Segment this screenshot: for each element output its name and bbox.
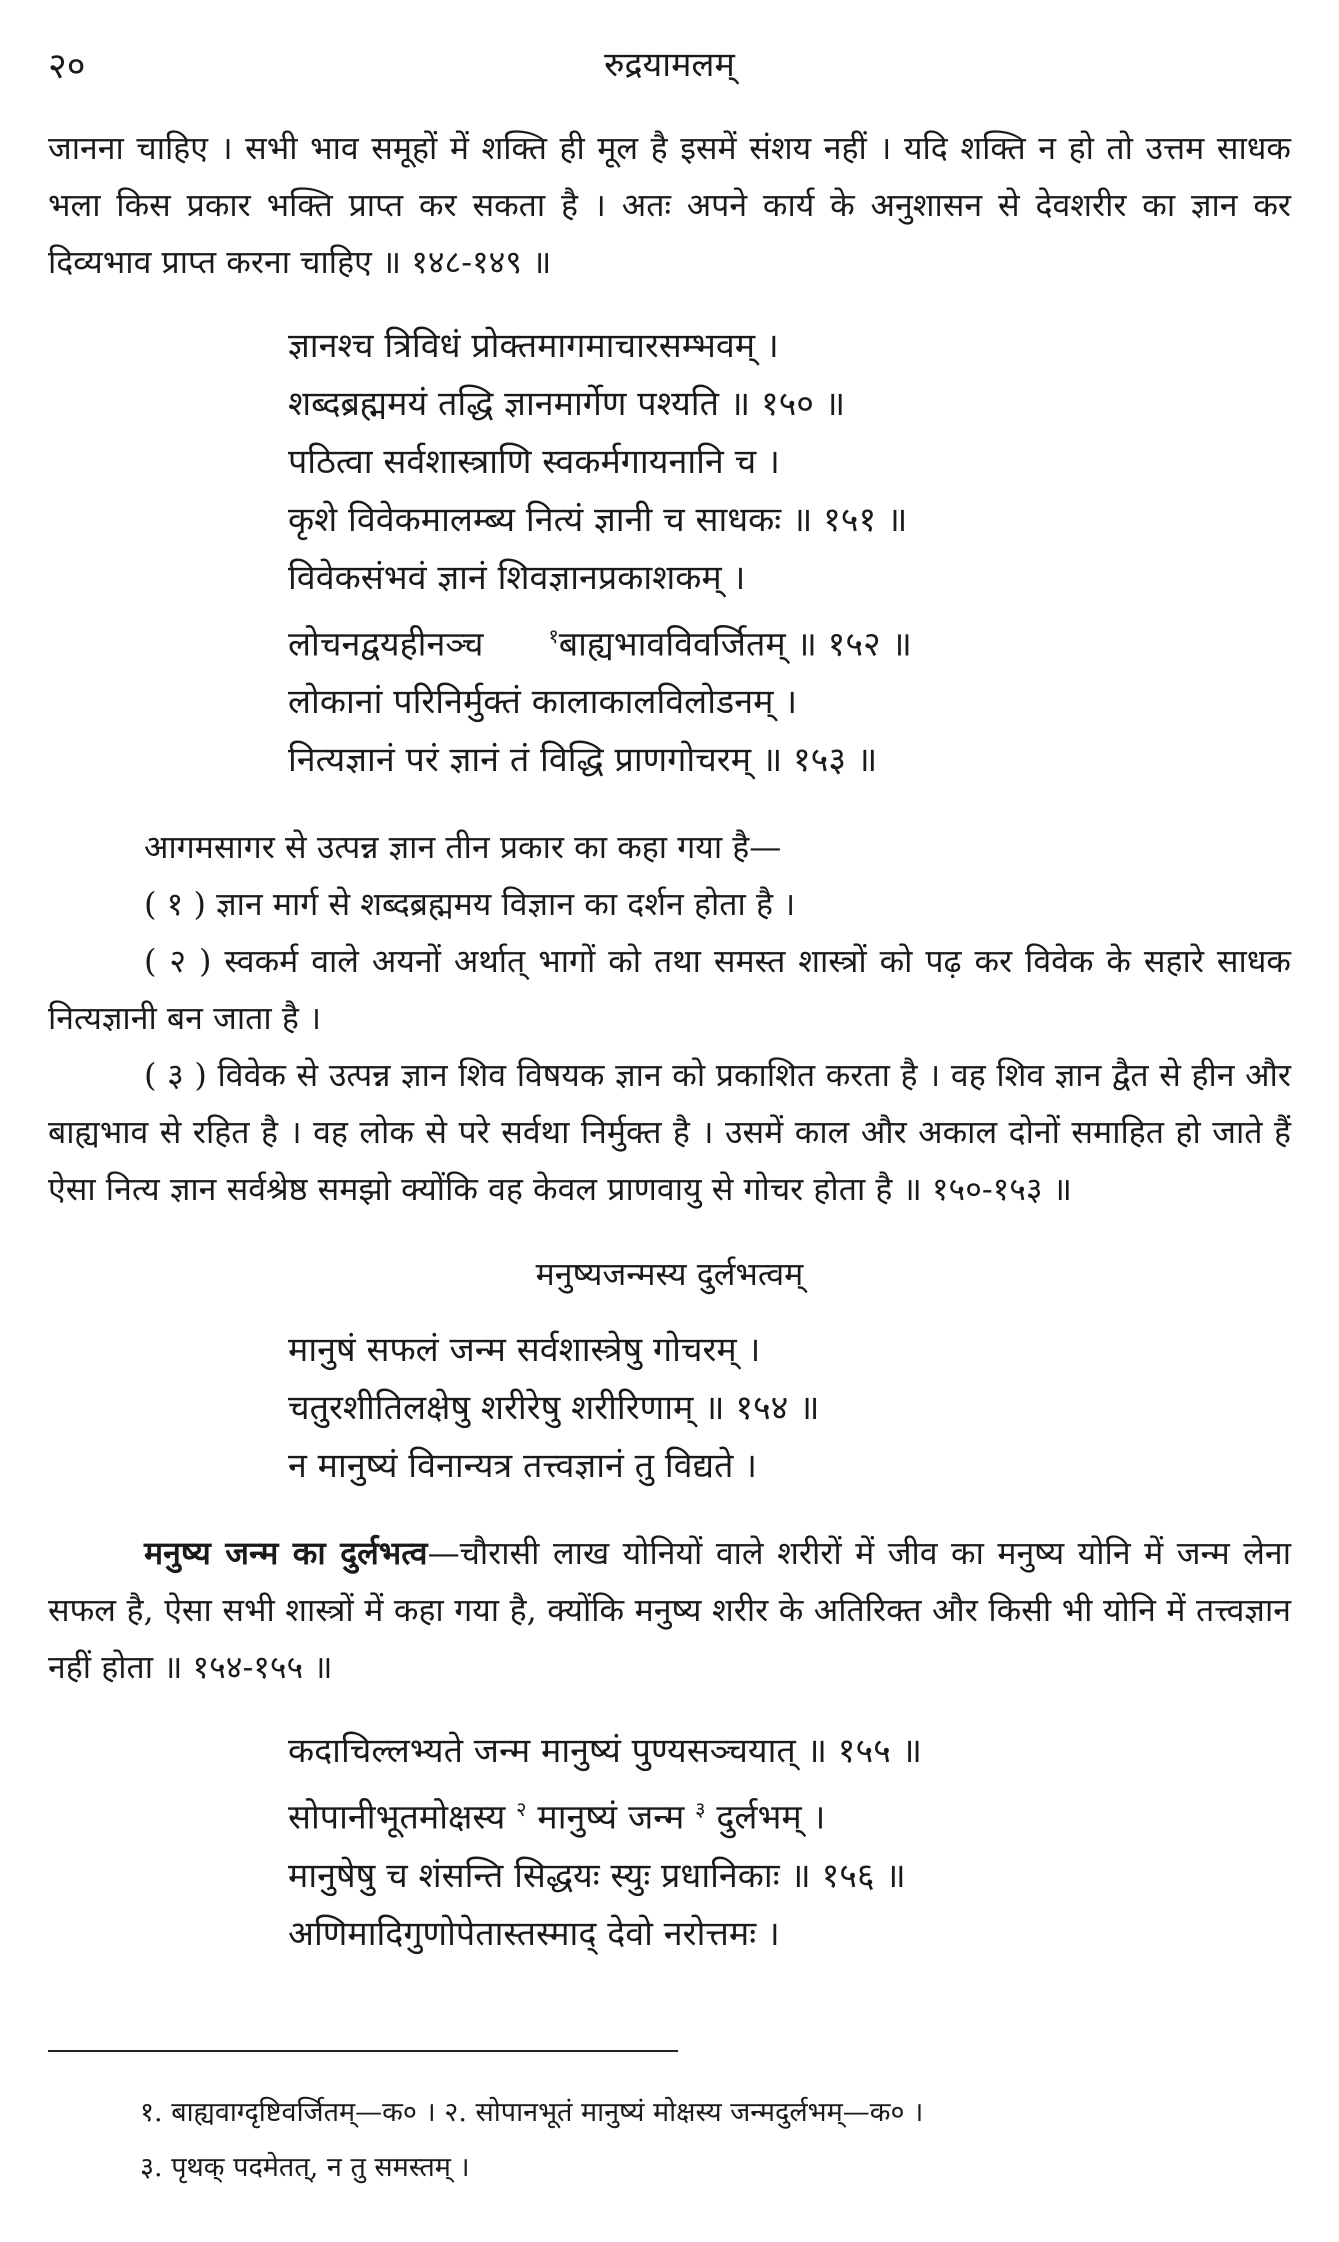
verse-text: लोचनद्वयहीनञ्च xyxy=(288,624,484,665)
verse-line: मानुषेषु च शंसन्ति सिद्धयः स्युः प्रधानिकाः ॥ १५६ ॥ xyxy=(288,1855,906,1896)
footnote-marker: ३ xyxy=(695,1797,706,1822)
verse-text: दुर्लभम् । xyxy=(716,1797,826,1838)
verse-line: शब्दब्रह्ममयं तद्धि ज्ञानमार्गेण पश्यति ॥ १५० ॥ xyxy=(288,384,846,424)
verse-line: पठित्वा सर्वशास्त्राणि स्वकर्मगायनानि च । xyxy=(288,442,780,482)
verse-line: न मानुष्यं विनान्यत्र तत्त्वज्ञानं तु विद्यते । xyxy=(288,1446,758,1487)
verse-line: अणिमादिगुणोपेतास्तस्माद् देवो नरोत्तमः । xyxy=(288,1913,780,1954)
verse-block-3 xyxy=(288,1722,1291,1962)
footnote-line: १. बाह्यवाग्दृष्टिवर्जितम्—क० । २. सोपानभूतं मानुष्यं मोक्षस्य जन्मदुर्लभम्—क० । xyxy=(140,2097,924,2128)
footnote-line: ३. पृथक् पदमेतत्, न तु समस्तम् । xyxy=(140,2152,470,2183)
verse-line: कदाचिल्लभ्यते जन्म मानुष्यं पुण्यसञ्चयात् ॥ १५५ ॥ xyxy=(288,1731,923,1772)
verse-text: बाह्यभावविवर्जितम् ॥ १५२ ॥ xyxy=(558,624,912,665)
paragraph-6 xyxy=(48,1525,1291,1696)
paragraph-1: जानना चाहिए । सभी भाव समूहों में शक्ति ही मूल है इसमें संशय नहीं । यदि शक्ति न हो तो उत्तम साधक भला किस प्रकार भक्ति प्राप्त कर सकता है । अतः अपने कार्य के अनुशासन से देवशरीर का ज्ञान कर दिव्यभाव प्राप्त करना चाहिए ॥ १४८-१४९ ॥ xyxy=(48,129,1291,281)
bold-lead: मनुष्य जन्म का दुर्लभत्व xyxy=(144,1534,428,1573)
verse-block-1 xyxy=(288,317,1291,789)
verse-line: कृशे विवेकमालम्ब्य नित्यं ज्ञानी च साधकः ॥ १५१ ॥ xyxy=(288,500,908,540)
verse-line: विवेकसंभवं ज्ञानं शिवज्ञानप्रकाशकम् । xyxy=(288,558,746,598)
running-title: रुद्रयामलम् xyxy=(604,45,735,85)
verse-line-with-footnote xyxy=(288,607,1291,673)
footnote-marker: १ xyxy=(548,624,559,648)
footnote-marker: २ xyxy=(516,1797,527,1822)
verse-line: नित्यज्ञानं परं ज्ञानं तं विद्धि प्राणगोचरम् ॥ १५३ ॥ xyxy=(288,740,878,781)
verse-line: चतुरशीतिलक्षेषु शरीरेषु शरीरिणाम् ॥ १५४ ॥ xyxy=(288,1388,820,1429)
paragraph-5: ( ३ ) विवेक से उत्पन्न ज्ञान शिव विषयक ज्ञान को प्रकाशित करता है । वह शिव ज्ञान द्वैत से हीन और बाह्यभाव से रहित है । वह लोक से परे सर्वथा निर्मुक्त है । उसमें काल और अकाल दोनों समाहित हो जाते हैं ऐसा नित्य ज्ञान सर्वश्रेष्ठ समझो क्योंकि वह केवल प्राणवायु से गोचर होता है ॥ १५०-१५३ ॥ xyxy=(48,1056,1291,1209)
verse-line-with-footnotes xyxy=(288,1780,1291,1846)
page-number: २० xyxy=(48,46,86,87)
footnote-rule xyxy=(48,2050,678,2052)
verse-block-2 xyxy=(288,1321,1291,1495)
verse-line: मानुषं सफलं जन्म सर्वशास्त्रेषु गोचरम् । xyxy=(288,1330,761,1371)
paragraph-6-text: —चौरासी लाख योनियों वाले शरीरों में जीव का मनुष्य योनि में जन्म लेना सफल है, ऐसा सभी शास्त्रों में कहा गया है, क्योंकि मनुष्य शरीर के अतिरिक्त और किसी भी योनि में तत्त्वज्ञान नहीं होता ॥ १५४-१५५ ॥ xyxy=(48,1534,1291,1687)
verse-line: लोकानां परिनिर्मुक्तं कालाकालविलोडनम् । xyxy=(288,682,798,723)
footnotes xyxy=(140,2085,923,2195)
verse-text: सोपानीभूतमोक्षस्य xyxy=(288,1797,506,1838)
section-heading: मनुष्यजन्मस्य दुर्लभत्वम् xyxy=(535,1255,804,1294)
paragraph-4: ( २ ) स्वकर्म वाले अयनों अर्थात् भागों को तथा समस्त शास्त्रों को पढ़ कर विवेक के सहारे साधक नित्यज्ञानी बन जाता है । xyxy=(48,942,1291,1038)
verse-text: मानुष्यं जन्म xyxy=(537,1797,685,1838)
paragraph-3: ( १ ) ज्ञान मार्ग से शब्दब्रह्ममय विज्ञान का दर्शन होता है । xyxy=(144,885,796,924)
page-header xyxy=(48,40,1291,120)
paragraph-2: आगमसागर से उत्पन्न ज्ञान तीन प्रकार का कहा गया है— xyxy=(144,828,782,867)
verse-line: ज्ञानश्च त्रिविधं प्रोक्तमागमाचारसम्भवम् । xyxy=(288,326,779,366)
